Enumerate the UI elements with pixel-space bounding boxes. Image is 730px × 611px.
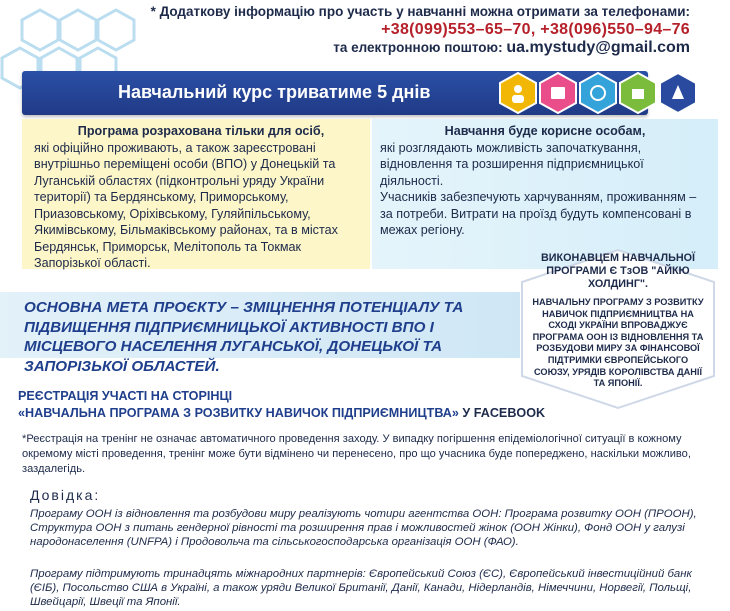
audience-heading-comma: , <box>641 124 646 138</box>
contact-email-line <box>151 39 690 57</box>
registration-facebook: У FACEBOOK <box>458 405 546 420</box>
audience-text <box>380 123 710 239</box>
contact-phones: +38(099)553–65–70, +38(096)550–94–76 <box>381 21 690 38</box>
email-label: та електронною поштою: <box>333 40 503 55</box>
reference-paragraph-2: Програму підтримують тринадцять міжнародних партнерів: Європейський Союз (ЄС), Європейський інвестиційний банк (ЄІБ), Посольство США в Україні, а також уряди Великої Британії, Данії, Канади, Нідерландів, Німеччини, Норвегії, Польщі, Швейцарії, Швеції та Японії. <box>30 568 692 609</box>
audience-benefits: Учасників забезпечують харчуванням, проживанням – за потреби. Витрати на проїзд будуть компенсовані в межах регіону. <box>380 190 697 237</box>
project-goal-body: – ЗМІЦНЕННЯ ПОТЕНЦІАЛУ ТА ПІДВИЩЕННЯ ПІДПРИЄМНИЦЬКОЇ АКТИВНОСТІ ВПО І МІСЦЕВОГО НАСЕЛЕННЯ ЛУГАНСЬКОЇ, ДОНЕЦЬКОЇ ТА ЗАПОРІЗЬКОЇ ОБЛАСТЕЙ. <box>24 299 464 375</box>
registration-info <box>18 388 545 421</box>
audience-body: які розглядають можливість започаткування, відновлення та розширення підприємницької діяльності. <box>380 140 644 188</box>
reference-paragraph-1: Програму ООН із відновлення та розбудови миру реалізують чотири агентства ООН: Програма розвитку ООН (ПРООН), Структура ООН з питань гендерної рівності та розширення прав і можливостей жінок (ООН Жінки), Фонд ООН у галузі народонаселення (UNFPA) і Продовольча та сільськогосподарська організація ООН (ФАО). <box>30 508 697 549</box>
reference-title: Довідка: <box>30 487 101 503</box>
registration-disclaimer: *Реєстрація на тренінг не означає автоматичного проведення заходу. У випадку погіршення епідеміологічної ситуації в кожному окремому місті проведення, тренінг може бути відмінено чи перенесено, про що учасника буде попереджено, наскільки можливо, заздалегідь. <box>22 433 691 475</box>
eligibility-heading: Програма розрахована тільки для осіб <box>77 124 321 138</box>
registration-line1: РЕЄСТРАЦІЯ УЧАСТІ НА СТОРІНЦІ <box>18 389 233 403</box>
contact-email: ua.mystudy@gmail.com <box>506 39 690 56</box>
registration-page-name: «НАВЧАЛЬНА ПРОГРАМА З РОЗВИТКУ НАВИЧОК ПІДПРИЄМНИЦТВА» <box>18 405 459 420</box>
hexagon-icons-decoration <box>496 69 696 119</box>
audience-heading: Навчання буде корисне особам <box>444 124 642 138</box>
executor-title: ВИКОНАВЦЕМ НАВЧАЛЬНОЇ ПРОГРАМИ Є ТзОВ "АЙКЮ ХОЛДИНГ". <box>540 252 696 290</box>
contact-intro-text: * Додаткову інформацію про участь у навчанні можна отримати за телефонами: <box>150 4 690 19</box>
eligibility-heading-comma: , <box>320 124 325 138</box>
executor-info <box>530 252 706 390</box>
contact-info <box>151 3 690 57</box>
banner-title: Навчальний курс триватиме 5 днів <box>118 82 431 102</box>
executor-body: НАВЧАЛЬНУ ПРОГРАМУ З РОЗВИТКУ НАВИЧОК ПІДПРИЄМНИЦТВА НА СХОДІ УКРАЇНИ ВПРОВАДЖУЄ ПРОГРАМА ООН ІЗ ВІДНОВЛЕННЯ ТА РОЗБУДОВИ МИРУ ЗА ФІНАНСОВОЇ ПІДТРИМКИ ЄВРОПЕЙСЬКОГО СОЮЗУ, УРЯДІВ КОРОЛІВСТВА ДАНІЇ ТА ЯПОНІЇ. <box>532 297 704 389</box>
project-goal-lead: ОСНОВНА МЕТА ПРОЄКТУ <box>24 299 227 316</box>
eligibility-body: які офіційно проживають, а також зареєстровані внутрішньо переміщені особи (ВПО) у Донецькій та Луганській областях (підконтрольні уряду України території) та Бердянському, Приморському, Приазовському, Оріхівському, Гуляйпільському, Якимівському, Більмаківському районах, та в містах Бердянськ, Приморськ, Мелітополь та Токмак Запорізької області. <box>34 140 338 270</box>
project-goal-text <box>24 298 524 376</box>
eligibility-text <box>34 123 368 272</box>
